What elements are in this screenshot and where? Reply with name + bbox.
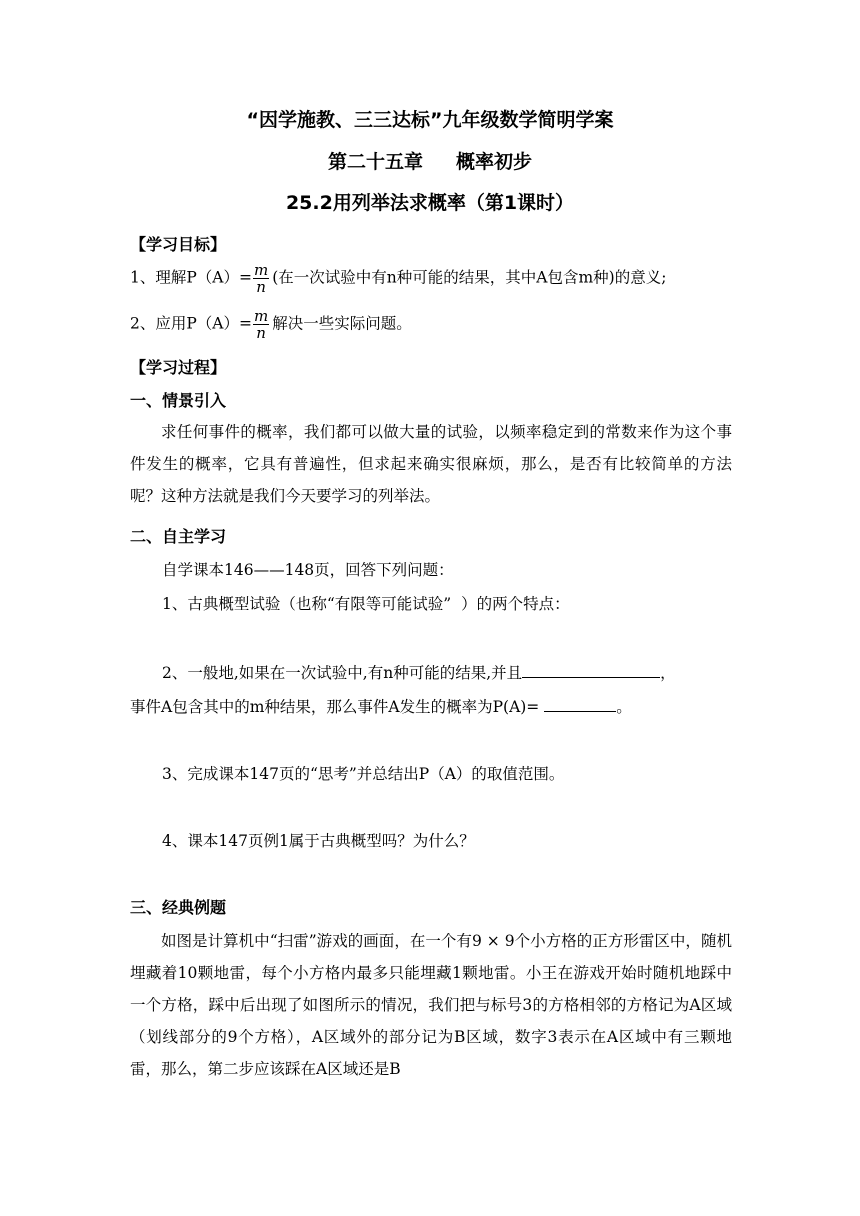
section-3-heading: 三、经典例题	[130, 898, 227, 917]
chapter-title: 第二十五章 概率初步	[327, 151, 533, 173]
answer-blank-1[interactable]	[522, 660, 660, 678]
question-2-text-b: ，	[660, 664, 676, 682]
answer-blank-2[interactable]	[544, 694, 616, 712]
question-2-line-2	[130, 694, 730, 717]
question-2-text-d: 。	[616, 698, 632, 716]
section-1-paragraph: 求任何事件的概率，我们都可以做大量的试验，以频率稳定到的常数来作为这个事件发生的概率，它具有普遍性，但求起来确实很麻烦，那么，是否有比较简单的方法呢？这种方法就是我们今天要学习的列举法。	[130, 423, 732, 505]
section-3-paragraph: 如图是计算机中“扫雷”游戏的画面，在一个有9 × 9个小方格的正方形雷区中，随机埋藏着10颗地雷，每个小方格内最多只能埋藏1颗地雷。小王在游戏开始时随机地踩中一个方格，踩中后出现了如图所示的情况，我们把与标号3的方格相邻的方格记为A区域（划线部分的9个方格），A区域外的部分记为B区域，数字3表示在A区域中有三颗地雷，那么，第二步应该踩在A区域还是B	[130, 932, 732, 1078]
objective-1-suffix: (在一次试验中有n种可能的结果，其中A包含m种)的意义;	[272, 268, 667, 287]
objective-1-prefix: 1、理解P（A）=	[130, 268, 252, 287]
fraction-denominator: n	[256, 324, 266, 342]
question-2-text-a: 2、一般地,如果在一次试验中,有n种可能的结果,并且	[162, 664, 523, 682]
document-title: “因学施教、三三达标”九年级数学简明学案	[246, 109, 614, 131]
objective-item-1	[130, 262, 730, 295]
objective-item-2	[130, 308, 730, 341]
objectives-heading: 【学习目标】	[130, 235, 227, 254]
section-2-heading: 二、自主学习	[130, 527, 227, 546]
question-2-text-c: 事件A包含其中的m种结果，那么事件A发生的概率为P(A)=	[130, 698, 545, 716]
question-3: 3、完成课本147页的“思考”并总结出P（A）的取值范围。	[162, 765, 565, 783]
process-heading: 【学习过程】	[130, 358, 227, 377]
question-4: 4、课本147页例1属于古典概型吗？为什么？	[162, 832, 475, 850]
question-1: 1、古典概型试验（也称“有限等可能试验” ）的两个特点：	[162, 595, 570, 613]
fraction-m-over-n	[253, 308, 269, 341]
fraction-numerator: m	[253, 307, 269, 325]
lesson-title: 25.2用列举法求概率（第1课时）	[285, 192, 575, 214]
objective-2-suffix: 解决一些实际问题。	[272, 314, 412, 333]
self-study-intro: 自学课本146——148页，回答下列问题：	[162, 561, 454, 579]
fraction-numerator: m	[253, 261, 269, 279]
question-2-line-1	[162, 660, 730, 683]
fraction-m-over-n	[253, 262, 269, 295]
section-1-heading: 一、情景引入	[130, 391, 227, 410]
fraction-denominator: n	[256, 278, 266, 296]
objective-2-prefix: 2、应用P（A）=	[130, 314, 252, 333]
